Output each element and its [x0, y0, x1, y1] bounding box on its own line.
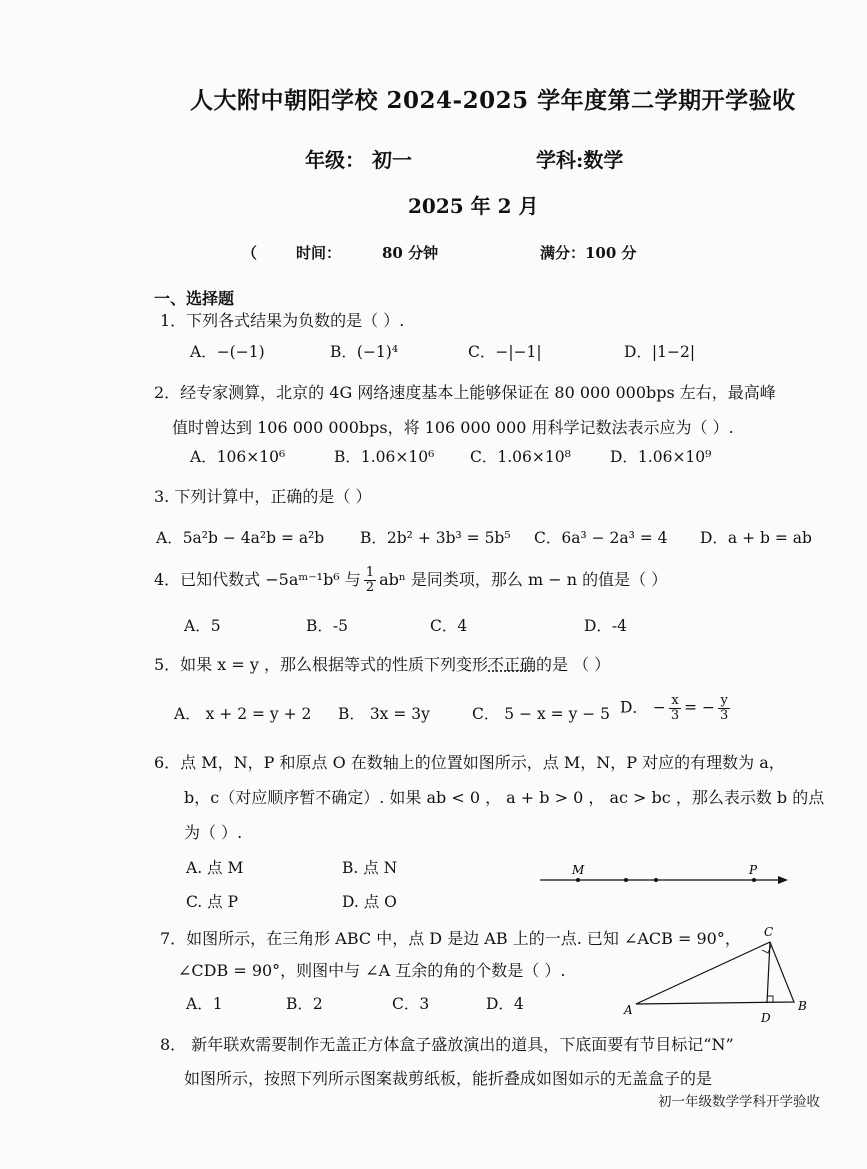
- question-2-option-c: C．1.06×10⁸: [470, 448, 571, 466]
- question-4-stem-post: abⁿ 是同类项，那么 m − n 的值是（ ）: [379, 570, 668, 589]
- number-line-arrow: [778, 876, 788, 884]
- triangle-figure: [620, 922, 816, 1026]
- subject-label: 学科:数学: [536, 148, 624, 172]
- point-p: [752, 878, 756, 882]
- question-6-stem-line1: 6．点 M，N，P 和原点 O 在数轴上的位置如图所示，点 M，N，P 对应的有理数为 a，: [154, 753, 785, 772]
- point-m: [576, 878, 580, 882]
- label-a: A: [624, 1003, 633, 1017]
- frac1-num: x: [671, 693, 679, 708]
- question-2-option-d: D．1.06×10⁹: [610, 448, 712, 466]
- question-2-stem-line1: 2．经专家测算，北京的 4G 网络速度基本上能够保证在 80 000 000bps 左右，最高峰: [154, 383, 776, 402]
- number-line-figure: [536, 860, 796, 892]
- frac2-den: 3: [720, 708, 729, 723]
- label-p: P: [749, 863, 758, 877]
- triangle-abc: [636, 942, 794, 1004]
- frac1-den: 3: [670, 708, 680, 723]
- question-5-option-d: [620, 694, 733, 723]
- question-6-stem-line3: 为（ ）.: [184, 823, 243, 842]
- label-c: C: [764, 925, 774, 939]
- question-4-fraction: [364, 566, 376, 595]
- question-1-option-c: C．−|−1|: [468, 343, 542, 361]
- question-2-option-b: B．1.06×10⁶: [334, 448, 435, 466]
- page-footer: 初一年级数学学科开学验收: [658, 1094, 820, 1110]
- score-label: 满分：100 分: [540, 244, 637, 262]
- question-7-stem-line1: 7．如图所示，在三角形 ABC 中，点 D 是边 AB 上的一点. 已知 ∠ACB = 90°，: [160, 929, 741, 948]
- question-5-stem-emphasis: 不正确: [488, 655, 537, 674]
- question-5-option-d-mid: = −: [684, 698, 716, 717]
- point-unlabeled-1: [624, 878, 628, 882]
- question-6-option-a: A. 点 M: [186, 859, 244, 877]
- question-6-stem-line2: b，c（对应顺序暂不确定）. 如果 ab < 0 ， a + b > 0 ， ac > bc ，那么表示数 b 的点: [184, 788, 825, 807]
- time-value: 80 分钟: [382, 244, 439, 262]
- question-2-stem-line2: 值时曾达到 106 000 000bps，将 106 000 000 用科学记数法表示应为（ ）.: [172, 418, 734, 437]
- question-8-stem-line2: 如图所示，按照下列所示图案裁剪纸板，能折叠成如图如示的无盖盒子的是: [184, 1069, 713, 1088]
- question-7-stem-line2: ∠CDB = 90°，则图中与 ∠A 互余的角的个数是（ ）.: [178, 961, 566, 980]
- question-3-stem: 3. 下列计算中，正确的是（ ）: [154, 487, 372, 506]
- question-7-option-a: A．1: [186, 995, 223, 1013]
- question-6-option-d: D. 点 O: [342, 893, 397, 911]
- question-1-option-a: A．−(−1): [190, 343, 265, 361]
- section-title: 一、选择题: [154, 289, 235, 308]
- frac2-num: y: [720, 693, 728, 708]
- question-4-stem-pre: 4．已知代数式 −5aᵐ⁻¹b⁶ 与: [154, 570, 361, 589]
- meta-paren: （: [242, 244, 258, 262]
- question-7-option-b: B．2: [286, 995, 323, 1013]
- exam-date: 2025 年 2 月: [408, 194, 539, 218]
- question-2-option-a: A．106×10⁶: [190, 448, 286, 466]
- question-1-option-d: D．|1−2|: [624, 343, 696, 361]
- question-5-option-a: A． x + 2 = y + 2: [174, 705, 312, 723]
- label-b: B: [798, 999, 807, 1013]
- question-5-option-d-frac1: [669, 694, 681, 723]
- question-1-option-b: B．(−1)⁴: [330, 343, 399, 361]
- question-5-option-c: C． 5 − x = y − 5: [472, 705, 611, 723]
- time-label: 时间：: [296, 244, 342, 262]
- question-3-option-d: D．a + b = ab: [700, 529, 812, 547]
- question-1-stem: 1．下列各式结果为负数的是（ ）.: [160, 311, 405, 330]
- question-3-option-a: A．5a²b − 4a²b = a²b: [156, 529, 325, 547]
- question-4-option-b: B．-5: [306, 617, 348, 635]
- question-6-option-c: C. 点 P: [186, 893, 239, 911]
- question-5-option-d-frac2: [718, 694, 730, 723]
- label-d: D: [761, 1011, 771, 1025]
- exam-title: 人大附中朝阳学校 2024-2025 学年度第二学期开学验收: [190, 87, 796, 114]
- question-5-stem-pre: 5．如果 x = y ，那么根据等式的性质下列变形: [154, 655, 488, 674]
- point-unlabeled-2: [654, 878, 658, 882]
- question-3-option-c: C．6a³ − 2a³ = 4: [534, 529, 668, 547]
- question-4-stem: [154, 566, 667, 595]
- question-4-option-c: C．4: [430, 617, 468, 635]
- question-5-stem-post: 的是 （ ）: [536, 655, 611, 674]
- question-6-option-b: B. 点 N: [342, 859, 398, 877]
- question-5-option-b: B． 3x = 3y: [338, 705, 430, 723]
- question-8-stem-line1: 8． 新年联欢需要制作无盖正方体盒子盛放演出的道具，下底面要有节目标记“N”: [160, 1035, 734, 1054]
- question-4-fraction-den: 2: [365, 580, 375, 595]
- grade-label: 年级： 初一: [305, 148, 412, 172]
- question-7-option-d: D．4: [486, 995, 524, 1013]
- label-m: M: [572, 863, 585, 877]
- question-5-stem: [154, 652, 610, 675]
- question-5-option-d-pre: D． −: [620, 698, 666, 717]
- question-3-option-b: B．2b² + 3b³ = 5b⁵: [360, 529, 511, 547]
- question-4-option-a: A．5: [184, 617, 221, 635]
- question-7-option-c: C．3: [392, 995, 430, 1013]
- question-4-fraction-num: 1: [365, 565, 375, 580]
- question-4-option-d: D．-4: [584, 617, 628, 635]
